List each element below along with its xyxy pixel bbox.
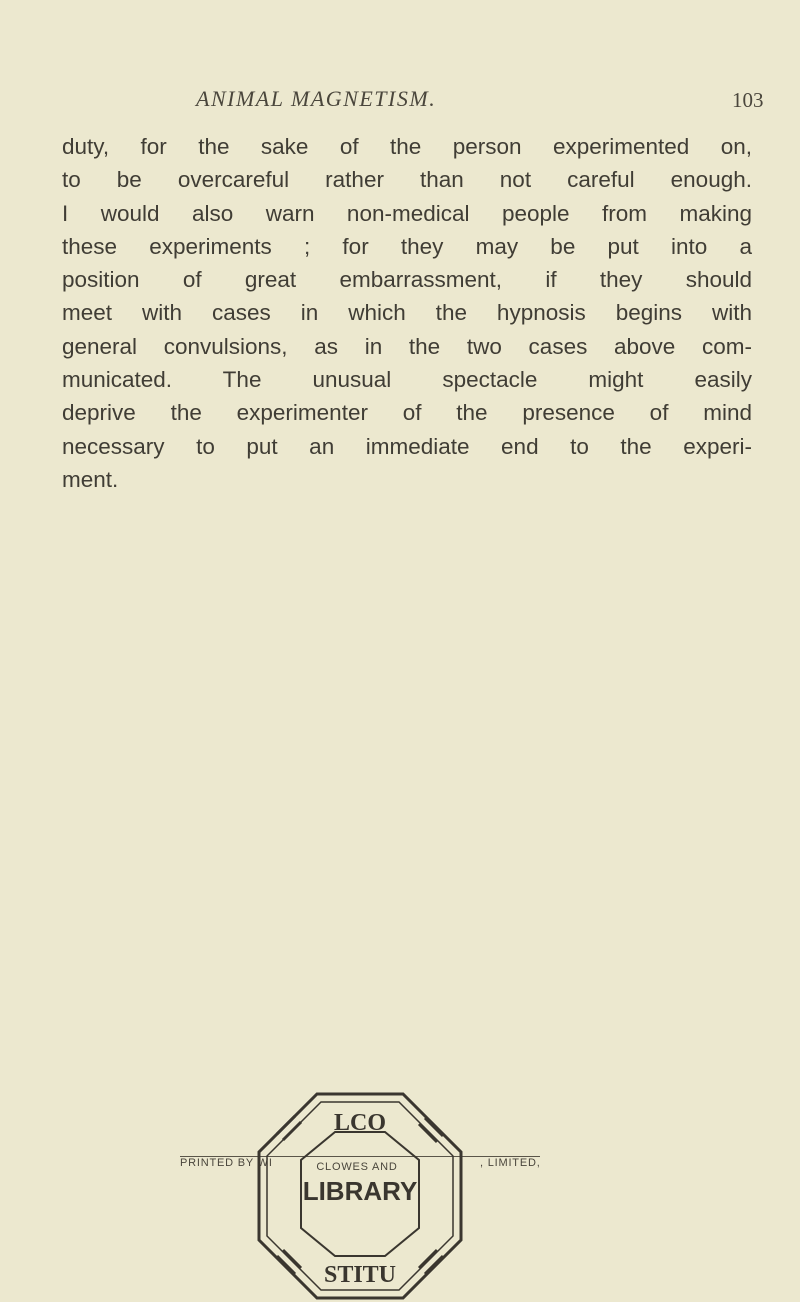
text-line: general convulsions, as in the two cases above com- — [62, 333, 752, 359]
text-line: duty, for the sake of the person experimented on, — [62, 134, 752, 159]
page-number: 103 — [732, 88, 764, 112]
text-line: I would also warn non-medical people from making — [62, 200, 752, 226]
text-line: these experiments ; for they may be put into a — [62, 233, 752, 259]
printer-imprint — [180, 1090, 560, 1300]
text-line: municated. The unusual spectacle might easily — [62, 367, 752, 393]
stamp-top-text: LCO — [333, 1110, 387, 1136]
printer-imprint-right: , LIMITED, — [480, 1157, 541, 1169]
text-line: deprive the experimenter of the presence of mind — [62, 400, 752, 426]
text-line: ment. — [62, 466, 119, 492]
text-line: position of great embarrassment, if they should — [62, 267, 752, 293]
body-paragraph — [62, 130, 752, 496]
printer-imprint-left: PRINTED BY WI — [180, 1157, 273, 1169]
running-title: ANIMAL MAGNETISM. — [196, 86, 437, 111]
text-line: to be overcareful rather than not careful enough. — [62, 167, 752, 193]
stamp-center-text: LIBRARY — [302, 1176, 418, 1206]
text-line: necessary to put an immediate end to the experi- — [62, 433, 752, 459]
library-stamp — [255, 1090, 465, 1302]
stamp-bottom-text: STITU — [323, 1262, 397, 1288]
imprint-middle-text: CLOWES AND — [316, 1161, 398, 1173]
text-line: meet with cases in which the hypnosis begins with — [62, 300, 752, 326]
